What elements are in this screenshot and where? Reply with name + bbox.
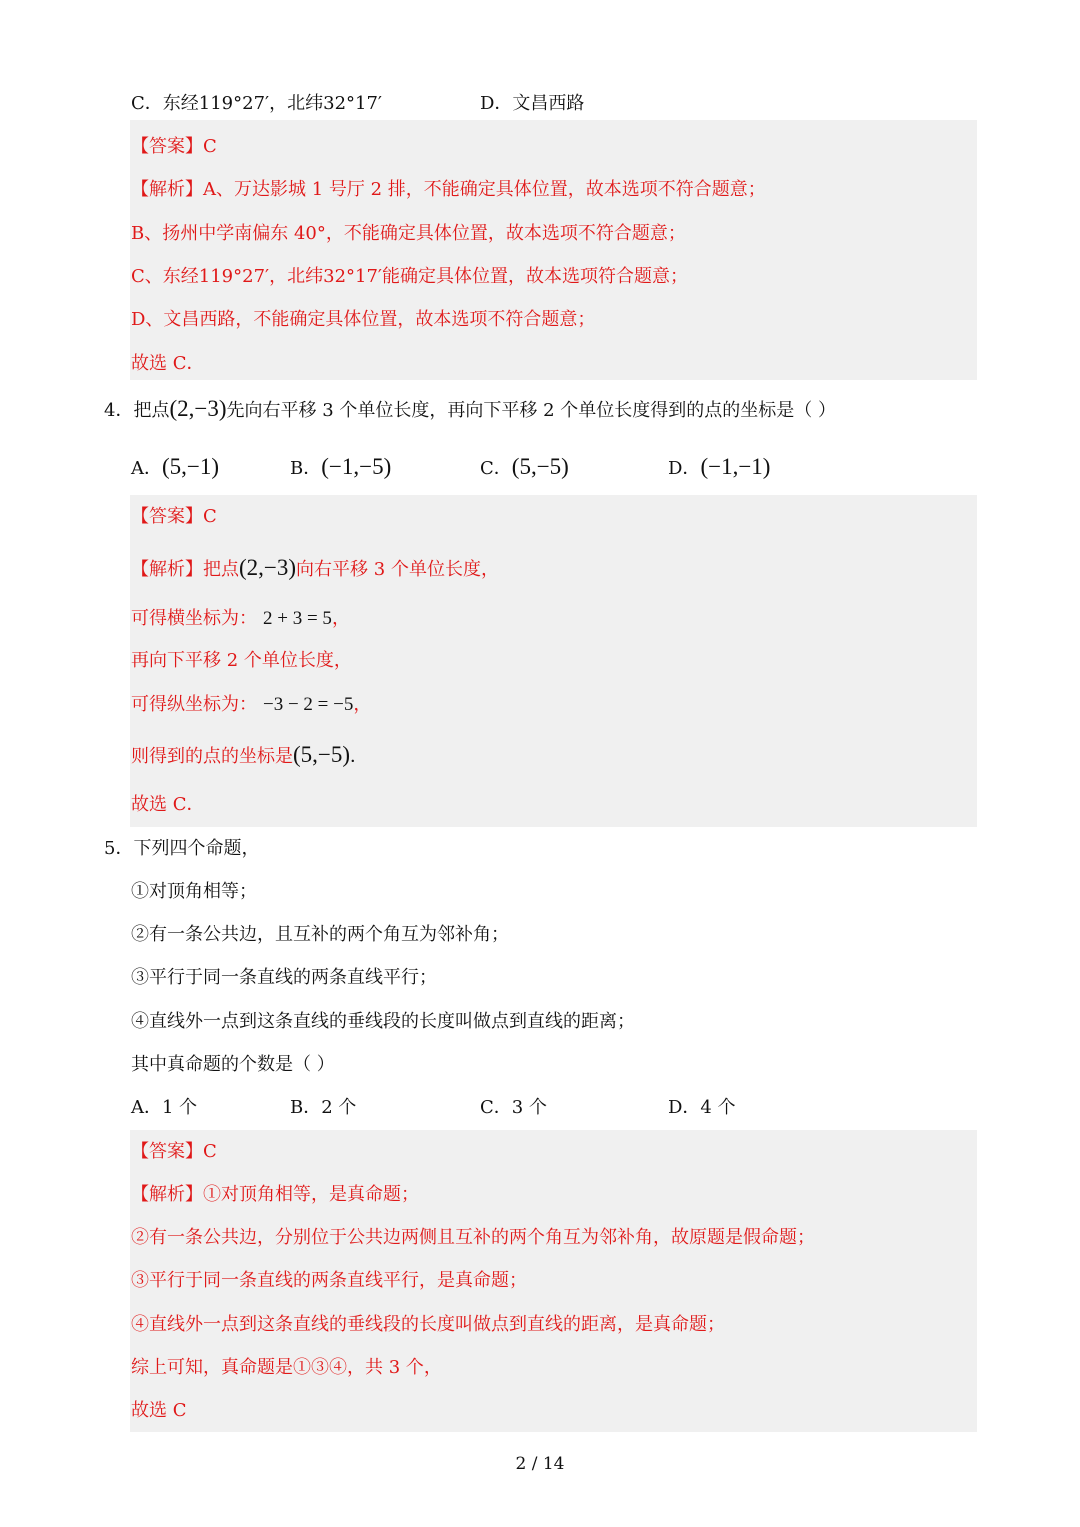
q3-answer: 【答案】C: [131, 136, 217, 157]
page-number: 2 / 14: [515, 1454, 565, 1474]
q5-option-c: C．3 个: [480, 1097, 547, 1118]
q3-solution-line: 【解析】A、万达影城 1 号厅 2 排，不能确定具体位置，故本选项不符合题意；: [131, 179, 766, 200]
q4-solution-line: 【解析】把点(2,−3)向右平移 3 个单位长度，: [131, 555, 499, 580]
q5-item: ②有一条公共边，且互补的两个角互为邻补角；: [131, 924, 509, 945]
q3-solution-line: 故选 C．: [131, 353, 205, 374]
q5-item: ①对顶角相等；: [131, 881, 257, 902]
q3-option-d: D．文昌西路: [480, 93, 585, 114]
q5-item: ③平行于同一条直线的两条直线平行；: [131, 967, 437, 988]
q5-solution-line: ②有一条公共边，分别位于公共边两侧且互补的两个角互为邻补角，故原题是假命题；: [131, 1227, 815, 1248]
question-number: 5．: [104, 838, 134, 859]
q3-solution-line: C、东经119°27′，北纬32°17′能确定具体位置，故本选项符合题意；: [131, 266, 689, 287]
q5-option-a: A．1 个: [131, 1097, 198, 1118]
question-5-stem: 5．下列四个命题，: [104, 838, 260, 859]
q5-item: ④直线外一点到这条直线的垂线段的长度叫做点到直线的距离；: [131, 1011, 635, 1032]
question-number: 4．: [104, 400, 134, 421]
q4-option-c: C．(5,−5): [480, 454, 569, 479]
q3-solution-line: B、扬州中学南偏东 40°，不能确定具体位置，故本选项不符合题意；: [131, 223, 686, 244]
q5-solution-line: 综上可知，真命题是①③④，共 3 个，: [131, 1357, 442, 1378]
q4-solution-line: 可得纵坐标为： −3 − 2 = −5，: [131, 694, 372, 715]
q5-option-b: B．2 个: [290, 1097, 357, 1118]
math-point: (2,−3): [169, 396, 227, 421]
q5-option-d: D．4 个: [668, 1097, 736, 1118]
q4-answer: 【答案】C: [131, 506, 217, 527]
q5-solution-line: 【解析】①对顶角相等，是真命题；: [131, 1184, 419, 1205]
q4-option-b: B．(−1,−5): [290, 454, 392, 479]
q5-answer: 【答案】C: [131, 1141, 217, 1162]
q4-solution-line: 故选 C．: [131, 794, 205, 815]
question-4-stem: 4．把点(2,−3)先向右平移 3 个单位长度，再向下平移 2 个单位长度得到的点的坐标是（ ）: [104, 396, 837, 421]
q5-question: 其中真命题的个数是（ ）: [131, 1054, 335, 1075]
q5-solution-line: ③平行于同一条直线的两条直线平行，是真命题；: [131, 1270, 527, 1291]
q3-option-c: C．东经119°27′，北纬32°17′: [131, 93, 383, 114]
q4-option-d: D．(−1,−1): [668, 454, 771, 479]
q4-solution-line: 可得横坐标为： 2 + 3 = 5，: [131, 608, 350, 629]
q4-solution-line: 再向下平移 2 个单位长度，: [131, 650, 352, 671]
q4-option-a: A．(5,−1): [131, 454, 220, 479]
q4-solution-line: 则得到的点的坐标是(5,−5)．: [131, 742, 369, 767]
q5-solution-line: 故选 C: [131, 1400, 187, 1421]
q3-solution-line: D、文昌西路，不能确定具体位置，故本选项不符合题意；: [131, 309, 596, 330]
q3-solution-box: [130, 120, 977, 380]
q5-solution-line: ④直线外一点到这条直线的垂线段的长度叫做点到直线的距离，是真命题；: [131, 1314, 725, 1335]
